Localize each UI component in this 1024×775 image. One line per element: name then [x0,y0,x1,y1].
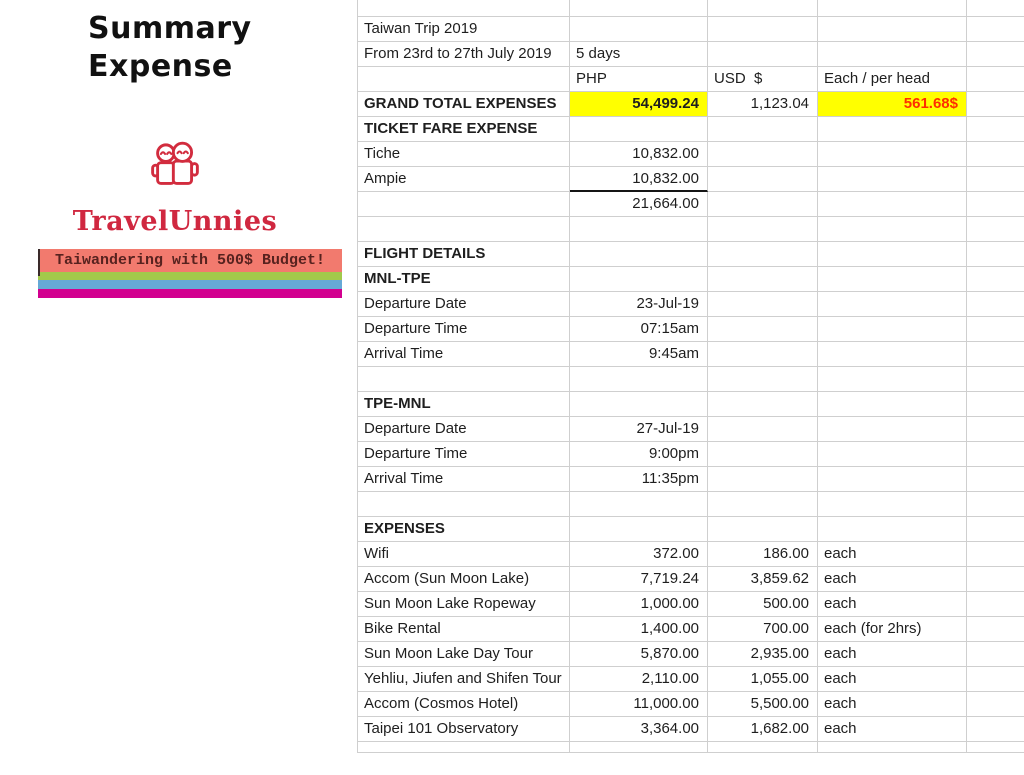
page-title-line1: Summary [88,11,252,46]
banner-caret [38,249,40,276]
sheet-cell[interactable]: EXPENSES [358,517,570,542]
sheet-cell[interactable]: Bike Rental [358,617,570,642]
sheet-cell[interactable] [967,442,1024,467]
tagline-banner [38,249,342,298]
sheet-cell[interactable]: Departure Time [358,317,570,342]
sheet-cell[interactable] [570,217,708,242]
expense-sheet [357,0,1024,753]
sheet-row [358,642,1024,667]
two-people-icon [146,140,204,192]
sheet-row [358,442,1024,467]
sheet-cell[interactable]: 11:35pm [570,467,708,492]
sheet-cell[interactable] [967,492,1024,517]
sheet-cell[interactable] [818,217,967,242]
page-title-line2: Expense [88,49,233,84]
sheet-cell[interactable] [818,17,967,42]
sheet-cell[interactable] [708,192,818,217]
sheet-cell[interactable] [967,17,1024,42]
sheet-row [358,167,1024,192]
sheet-row [358,592,1024,617]
sheet-cell[interactable]: Tiche [358,142,570,167]
sheet-cell[interactable] [708,17,818,42]
sheet-cell[interactable] [818,167,967,192]
sheet-cell[interactable] [967,517,1024,542]
sheet-cell[interactable] [967,0,1024,17]
sheet-cell[interactable]: PHP [570,67,708,92]
sheet-cell[interactable] [708,217,818,242]
sheet-cell[interactable]: Accom (Cosmos Hotel) [358,692,570,717]
sheet-cell[interactable]: Arrival Time [358,342,570,367]
sheet-cell[interactable] [967,467,1024,492]
sheet-cell[interactable] [570,367,708,392]
sheet-cell[interactable] [708,117,818,142]
sheet-row [358,317,1024,342]
sheet-cell[interactable]: 1,055.00 [708,667,818,692]
sheet-cell[interactable] [967,642,1024,667]
sheet-cell[interactable] [708,467,818,492]
sheet-row [358,467,1024,492]
sheet-row [358,667,1024,692]
sheet-cell[interactable] [967,142,1024,167]
sheet-cell[interactable] [967,567,1024,592]
sheet-cell[interactable]: each [818,667,967,692]
sheet-cell[interactable] [967,117,1024,142]
sheet-cell[interactable] [708,742,818,753]
banner-stripe-magenta [38,289,342,298]
sheet-cell[interactable]: 372.00 [570,542,708,567]
sheet-cell[interactable]: each [818,542,967,567]
sheet-cell[interactable]: 5 days [570,42,708,67]
sheet-row [358,617,1024,642]
sheet-cell[interactable] [818,467,967,492]
sheet-cell[interactable]: 27-Jul-19 [570,417,708,442]
sheet-cell[interactable]: each [818,692,967,717]
sheet-row [358,567,1024,592]
sheet-row [358,492,1024,517]
sheet-cell[interactable] [570,517,708,542]
sheet-cell[interactable] [967,392,1024,417]
sheet-cell[interactable] [967,267,1024,292]
sheet-cell[interactable] [967,342,1024,367]
sheet-cell[interactable]: FLIGHT DETAILS [358,242,570,267]
sheet-cell[interactable] [818,42,967,67]
sheet-cell[interactable] [708,167,818,192]
sheet-row [358,17,1024,42]
sheet-cell[interactable] [818,392,967,417]
sheet-row [358,242,1024,267]
sheet-cell[interactable]: 54,499.24 [570,92,708,117]
sheet-cell[interactable] [570,117,708,142]
sheet-cell[interactable]: 1,400.00 [570,617,708,642]
sheet-cell[interactable] [967,67,1024,92]
sheet-cell[interactable] [967,92,1024,117]
sheet-cell[interactable] [818,492,967,517]
banner-stripe-green [38,272,342,280]
sheet-cell[interactable] [570,392,708,417]
sheet-row [358,92,1024,117]
sheet-row [358,367,1024,392]
sheet-cell[interactable]: Taipei 101 Observatory [358,717,570,742]
sheet-cell[interactable]: Sun Moon Lake Day Tour [358,642,570,667]
sheet-cell[interactable] [818,242,967,267]
sheet-cell[interactable] [967,217,1024,242]
sheet-cell[interactable]: Accom (Sun Moon Lake) [358,567,570,592]
sheet-cell[interactable]: 7,719.24 [570,567,708,592]
sheet-row [358,42,1024,67]
sheet-cell[interactable] [818,142,967,167]
sheet-cell[interactable] [818,342,967,367]
sheet-row [358,117,1024,142]
sheet-cell[interactable]: Wifi [358,542,570,567]
sheet-cell[interactable] [708,0,818,17]
sheet-cell[interactable] [570,742,708,753]
sheet-cell[interactable] [358,67,570,92]
sheet-cell[interactable] [818,367,967,392]
sheet-cell[interactable] [708,142,818,167]
sheet-cell[interactable] [818,442,967,467]
sheet-cell[interactable] [967,167,1024,192]
sheet-cell[interactable]: 2,935.00 [708,642,818,667]
sheet-row [358,417,1024,442]
sheet-cell[interactable] [358,0,570,17]
sheet-cell[interactable]: 700.00 [708,617,818,642]
sheet-cell[interactable] [967,692,1024,717]
sheet-cell[interactable]: 1,123.04 [708,92,818,117]
sheet-cell[interactable]: MNL-TPE [358,267,570,292]
sheet-row [358,542,1024,567]
sheet-cell[interactable]: USD $ [708,67,818,92]
sheet-cell[interactable]: 07:15am [570,317,708,342]
sheet-cell[interactable] [967,42,1024,67]
sheet-cell[interactable] [570,492,708,517]
sheet-cell[interactable] [708,492,818,517]
sheet-row [358,342,1024,367]
sheet-cell[interactable] [708,367,818,392]
sheet-cell[interactable] [967,242,1024,267]
sheet-cell[interactable]: 23-Jul-19 [570,292,708,317]
sheet-cell[interactable]: Departure Date [358,417,570,442]
sheet-cell[interactable] [708,242,818,267]
sheet-cell[interactable] [358,492,570,517]
sheet-cell[interactable]: each (for 2hrs) [818,617,967,642]
sheet-row [358,517,1024,542]
sheet-cell[interactable] [570,0,708,17]
sheet-cell[interactable] [708,292,818,317]
sheet-cell[interactable] [967,542,1024,567]
sheet-cell[interactable] [570,267,708,292]
sheet-cell[interactable] [818,267,967,292]
sheet-cell[interactable]: 2,110.00 [570,667,708,692]
sheet-cell[interactable]: Ampie [358,167,570,192]
sheet-row [358,267,1024,292]
sheet-cell[interactable] [967,742,1024,753]
sheet-cell[interactable] [358,217,570,242]
sheet-cell[interactable]: 1,000.00 [570,592,708,617]
sheet-cell[interactable]: GRAND TOTAL EXPENSES [358,92,570,117]
sheet-row [358,717,1024,742]
sheet-row [358,292,1024,317]
sheet-cell[interactable]: Each / per head [818,67,967,92]
sheet-cell[interactable] [967,717,1024,742]
sheet-cell[interactable]: TICKET FARE EXPENSE [358,117,570,142]
sheet-cell[interactable] [818,417,967,442]
sheet-row [358,217,1024,242]
sheet-cell[interactable] [818,192,967,217]
sheet-cell[interactable]: each [818,592,967,617]
sheet-cell[interactable] [967,417,1024,442]
sheet-cell[interactable] [818,317,967,342]
sheet-cell[interactable]: Sun Moon Lake Ropeway [358,592,570,617]
sheet-cell[interactable]: 11,000.00 [570,692,708,717]
sheet-cell[interactable]: 186.00 [708,542,818,567]
sheet-cell[interactable]: 3,364.00 [570,717,708,742]
sheet-cell[interactable]: Yehliu, Jiufen and Shifen Tour [358,667,570,692]
sheet-cell[interactable] [358,742,570,753]
sheet-cell[interactable] [570,242,708,267]
sheet-cell[interactable]: 3,859.62 [708,567,818,592]
sheet-row-spacer [358,0,1024,17]
sheet-cell[interactable] [708,42,818,67]
sheet-cell[interactable] [818,742,967,753]
sheet-cell[interactable]: Taiwan Trip 2019 [358,17,570,42]
sheet-cell[interactable]: each [818,717,967,742]
sheet-cell[interactable] [358,192,570,217]
sheet-cell[interactable]: 21,664.00 [570,192,708,217]
sheet-cell[interactable] [967,617,1024,642]
sheet-cell[interactable]: 10,832.00 [570,167,708,192]
sheet-cell[interactable]: 5,870.00 [570,642,708,667]
sheet-cell[interactable]: Departure Time [358,442,570,467]
sheet-cell[interactable]: TPE-MNL [358,392,570,417]
sheet-cell[interactable] [967,292,1024,317]
sheet-cell[interactable] [708,342,818,367]
sheet-row [358,742,1024,753]
sheet-cell[interactable] [708,317,818,342]
banner-stripe-blue [38,280,342,289]
sheet-cell[interactable] [708,267,818,292]
sheet-cell[interactable]: 9:00pm [570,442,708,467]
sheet-cell[interactable] [708,417,818,442]
sheet-row [358,142,1024,167]
sheet-cell[interactable]: Arrival Time [358,467,570,492]
sheet-cell[interactable]: 1,682.00 [708,717,818,742]
sheet-cell[interactable]: each [818,642,967,667]
sheet-cell[interactable] [818,517,967,542]
sheet-cell[interactable] [570,17,708,42]
sheet-row [358,67,1024,92]
brand-name: TravelUnnies [72,206,278,237]
sheet-row [358,392,1024,417]
sheet-cell[interactable] [708,392,818,417]
sheet-cell[interactable]: 9:45am [570,342,708,367]
sheet-row [358,692,1024,717]
sheet-cell[interactable]: 5,500.00 [708,692,818,717]
sheet-cell[interactable] [818,292,967,317]
sheet-cell[interactable] [967,367,1024,392]
sheet-cell[interactable]: 500.00 [708,592,818,617]
sheet-cell[interactable] [358,367,570,392]
sheet-cell[interactable] [818,0,967,17]
sheet-cell[interactable] [967,592,1024,617]
sheet-cell[interactable]: From 23rd to 27th July 2019 [358,42,570,67]
sheet-cell[interactable] [708,517,818,542]
sheet-cell[interactable]: 561.68$ [818,92,967,117]
sheet-cell[interactable] [967,192,1024,217]
sheet-cell[interactable] [708,442,818,467]
sheet-cell[interactable] [818,117,967,142]
sheet-cell[interactable] [967,667,1024,692]
page-title [88,10,252,86]
tagline-text: Taiwandering with 500$ Budget! [38,249,342,272]
sheet-cell[interactable]: Departure Date [358,292,570,317]
sheet-cell[interactable]: each [818,567,967,592]
sheet-row [358,192,1024,217]
sheet-cell[interactable]: 10,832.00 [570,142,708,167]
sheet-cell[interactable] [967,317,1024,342]
